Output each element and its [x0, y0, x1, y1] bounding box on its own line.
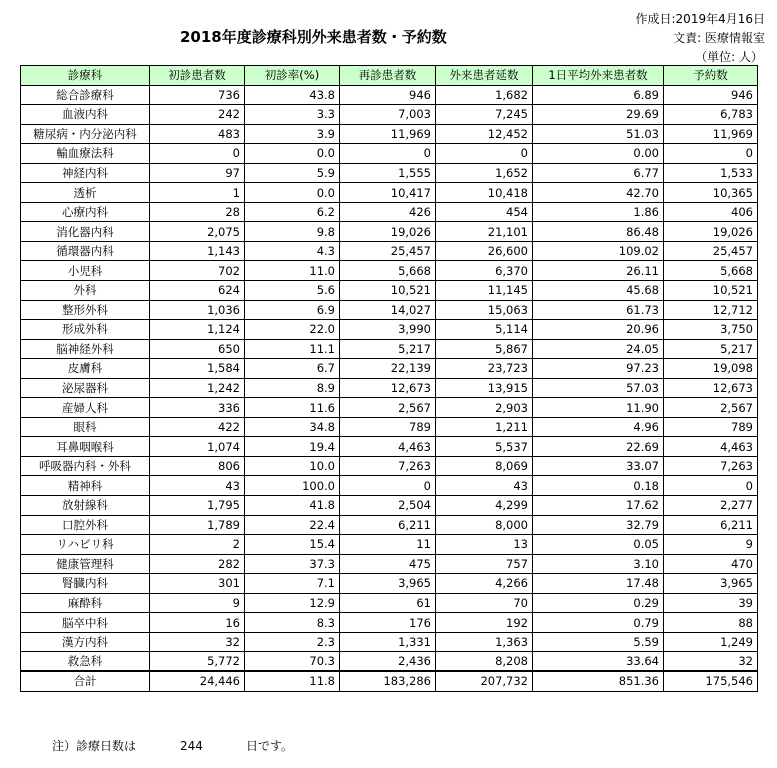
table-cell: 454	[436, 202, 533, 222]
table-cell: 0	[340, 144, 436, 164]
table-cell: 426	[340, 202, 436, 222]
table-row	[21, 398, 758, 418]
table-cell: 33.07	[533, 456, 664, 476]
table-row	[21, 437, 758, 457]
table-row	[21, 222, 758, 242]
department-name: 心療内科	[21, 202, 150, 222]
department-name: 血液内科	[21, 105, 150, 125]
table-cell: 5,217	[664, 339, 758, 359]
column-header: 外来患者延数	[436, 66, 533, 86]
table-cell: 5,867	[436, 339, 533, 359]
footnote-suffix: 日です。	[246, 739, 294, 753]
department-name: 形成外科	[21, 320, 150, 340]
department-name: 整形外科	[21, 300, 150, 320]
column-header: 初診率(%)	[245, 66, 340, 86]
table-cell: 11,969	[340, 124, 436, 144]
table-cell: 7.1	[245, 574, 340, 594]
table-cell: 3.9	[245, 124, 340, 144]
table-cell: 2,436	[340, 652, 436, 672]
table-cell: 22.69	[533, 437, 664, 457]
table-cell: 6,783	[664, 105, 758, 125]
table-cell: 1	[150, 183, 245, 203]
table-cell: 7,263	[340, 456, 436, 476]
department-name: 健康管理科	[21, 554, 150, 574]
table-cell: 12.9	[245, 593, 340, 613]
table-cell: 19,098	[664, 359, 758, 379]
table-cell: 10,521	[340, 281, 436, 301]
table-row	[21, 456, 758, 476]
table-cell: 4,299	[436, 496, 533, 516]
table-cell: 1,331	[340, 632, 436, 652]
column-header: 診療科	[21, 66, 150, 86]
department-name: 泌尿器科	[21, 378, 150, 398]
department-name: 消化器内科	[21, 222, 150, 242]
table-cell: 789	[664, 417, 758, 437]
table-cell: 43	[436, 476, 533, 496]
table-cell: 12,712	[664, 300, 758, 320]
column-header: 再診患者数	[340, 66, 436, 86]
table-row	[21, 476, 758, 496]
table-cell: 7,263	[664, 456, 758, 476]
table-row	[21, 574, 758, 594]
table-cell: 11,969	[664, 124, 758, 144]
table-cell: 11.90	[533, 398, 664, 418]
table-cell: 483	[150, 124, 245, 144]
department-name: 産婦人科	[21, 398, 150, 418]
table-cell: 1,652	[436, 163, 533, 183]
table-row	[21, 241, 758, 261]
table-cell: 45.68	[533, 281, 664, 301]
table-cell: 70.3	[245, 652, 340, 672]
department-name: 皮膚科	[21, 359, 150, 379]
table-row	[21, 320, 758, 340]
table-cell: 13	[436, 535, 533, 555]
table-cell: 11.1	[245, 339, 340, 359]
table-cell: 11.8	[245, 671, 340, 691]
table-cell: 17.62	[533, 496, 664, 516]
table-cell: 4,266	[436, 574, 533, 594]
department-name: 口腔外科	[21, 515, 150, 535]
table-cell: 5,114	[436, 320, 533, 340]
table-cell: 736	[150, 85, 245, 105]
table-row	[21, 105, 758, 125]
table-cell: 32	[150, 632, 245, 652]
table-cell: 41.8	[245, 496, 340, 516]
table-cell: 789	[340, 417, 436, 437]
table-cell: 1,036	[150, 300, 245, 320]
table-cell: 2,567	[340, 398, 436, 418]
table-cell: 0	[436, 144, 533, 164]
table-cell: 2,504	[340, 496, 436, 516]
table-cell: 2	[150, 535, 245, 555]
table-cell: 1,074	[150, 437, 245, 457]
table-cell: 5.59	[533, 632, 664, 652]
table-cell: 0.29	[533, 593, 664, 613]
table-row	[21, 85, 758, 105]
table-cell: 207,732	[436, 671, 533, 691]
table-cell: 1,211	[436, 417, 533, 437]
table-cell: 100.0	[245, 476, 340, 496]
table-row	[21, 300, 758, 320]
table-cell: 5,217	[340, 339, 436, 359]
department-name: 神経内科	[21, 163, 150, 183]
table-cell: 8,208	[436, 652, 533, 672]
table-cell: 15.4	[245, 535, 340, 555]
table-cell: 16	[150, 613, 245, 633]
table-row	[21, 417, 758, 437]
table-cell: 5,668	[340, 261, 436, 281]
table-cell: 9.8	[245, 222, 340, 242]
table-cell: 0	[150, 144, 245, 164]
table-cell: 6.9	[245, 300, 340, 320]
table-cell: 624	[150, 281, 245, 301]
table-cell: 26,600	[436, 241, 533, 261]
table-cell: 0.05	[533, 535, 664, 555]
department-name: 放射線科	[21, 496, 150, 516]
department-name: 脳神経外科	[21, 339, 150, 359]
table-cell: 406	[664, 202, 758, 222]
department-name: 輸血療法科	[21, 144, 150, 164]
table-cell: 3.10	[533, 554, 664, 574]
table-cell: 22.0	[245, 320, 340, 340]
table-cell: 0.79	[533, 613, 664, 633]
table-cell: 88	[664, 613, 758, 633]
unit-label: （単位: 人）	[695, 50, 763, 64]
footnote-label: 注）診療日数は	[52, 739, 137, 753]
table-cell: 1,795	[150, 496, 245, 516]
table-cell: 6,370	[436, 261, 533, 281]
total-row	[21, 671, 758, 691]
table-row	[21, 554, 758, 574]
table-cell: 6.89	[533, 85, 664, 105]
table-cell: 6.77	[533, 163, 664, 183]
table-row	[21, 515, 758, 535]
department-name: 精神科	[21, 476, 150, 496]
table-row	[21, 593, 758, 613]
table-cell: 3,750	[664, 320, 758, 340]
table-cell: 86.48	[533, 222, 664, 242]
table-cell: 24,446	[150, 671, 245, 691]
table-cell: 7,003	[340, 105, 436, 125]
table-row	[21, 124, 758, 144]
table-cell: 97.23	[533, 359, 664, 379]
table-cell: 2.3	[245, 632, 340, 652]
table-cell: 806	[150, 456, 245, 476]
table-cell: 17.48	[533, 574, 664, 594]
table-cell: 23,723	[436, 359, 533, 379]
table-cell: 9	[150, 593, 245, 613]
table-cell: 1,682	[436, 85, 533, 105]
table-cell: 8,069	[436, 456, 533, 476]
table-cell: 10,365	[664, 183, 758, 203]
department-name: 麻酔科	[21, 593, 150, 613]
table-cell: 34.8	[245, 417, 340, 437]
table-cell: 2,277	[664, 496, 758, 516]
table-cell: 29.69	[533, 105, 664, 125]
table-row	[21, 535, 758, 555]
table-cell: 3,965	[340, 574, 436, 594]
table-body	[21, 85, 758, 671]
table-cell: 25,457	[340, 241, 436, 261]
table-cell: 0.18	[533, 476, 664, 496]
table-cell: 11,145	[436, 281, 533, 301]
table-cell: 26.11	[533, 261, 664, 281]
department-name: 外科	[21, 281, 150, 301]
table-cell: 470	[664, 554, 758, 574]
department-name: 糖尿病・内分泌内科	[21, 124, 150, 144]
table-row	[21, 261, 758, 281]
table-cell: 5.9	[245, 163, 340, 183]
table-row	[21, 202, 758, 222]
table-cell: 175,546	[664, 671, 758, 691]
table-cell: 3,965	[664, 574, 758, 594]
department-name: 腎臓内科	[21, 574, 150, 594]
footnote-value: 244	[180, 739, 203, 753]
column-header: 予約数	[664, 66, 758, 86]
table-cell: 946	[340, 85, 436, 105]
table-cell: 24.05	[533, 339, 664, 359]
table-cell: 19,026	[340, 222, 436, 242]
department-name: 総合診療科	[21, 85, 150, 105]
table-cell: 1,124	[150, 320, 245, 340]
table-cell: 4.96	[533, 417, 664, 437]
table-row	[21, 144, 758, 164]
table-cell: 37.3	[245, 554, 340, 574]
table-row	[21, 359, 758, 379]
column-header: 初診患者数	[150, 66, 245, 86]
table-cell: 1,584	[150, 359, 245, 379]
table-cell: 10.0	[245, 456, 340, 476]
created-date: 作成日:2019年4月16日	[635, 12, 765, 26]
table-cell: 97	[150, 163, 245, 183]
table-cell: 8,000	[436, 515, 533, 535]
table-cell: 422	[150, 417, 245, 437]
table-cell: 61.73	[533, 300, 664, 320]
table-cell: 5,537	[436, 437, 533, 457]
table-cell: 19.4	[245, 437, 340, 457]
table-cell: 28	[150, 202, 245, 222]
table-cell: 11.0	[245, 261, 340, 281]
department-name: 救急科	[21, 652, 150, 672]
table-cell: 301	[150, 574, 245, 594]
page-title: 2018年度診療科別外来患者数・予約数	[180, 28, 447, 46]
table-cell: 6.2	[245, 202, 340, 222]
table-cell: 11.6	[245, 398, 340, 418]
column-header: 1日平均外来患者数	[533, 66, 664, 86]
table-cell: 1,249	[664, 632, 758, 652]
table-cell: 22.4	[245, 515, 340, 535]
table-cell: 43.8	[245, 85, 340, 105]
table-cell: 70	[436, 593, 533, 613]
table-cell: 12,452	[436, 124, 533, 144]
table-cell: 282	[150, 554, 245, 574]
table-cell: 15,063	[436, 300, 533, 320]
table-cell: 192	[436, 613, 533, 633]
table-cell: 5,772	[150, 652, 245, 672]
table-cell: 1.86	[533, 202, 664, 222]
department-name: 漢方内科	[21, 632, 150, 652]
table-cell: 650	[150, 339, 245, 359]
table-cell: 242	[150, 105, 245, 125]
table-row	[21, 281, 758, 301]
table-cell: 475	[340, 554, 436, 574]
table-cell: 11	[340, 535, 436, 555]
table-cell: 851.36	[533, 671, 664, 691]
table-cell: 0.0	[245, 183, 340, 203]
table-row	[21, 632, 758, 652]
responsible-department: 文責: 医療情報室	[673, 31, 765, 45]
table-row	[21, 496, 758, 516]
table-cell: 51.03	[533, 124, 664, 144]
table-cell: 183,286	[340, 671, 436, 691]
table-cell: 8.3	[245, 613, 340, 633]
table-cell: 6,211	[664, 515, 758, 535]
table-row	[21, 613, 758, 633]
department-name: 循環器内科	[21, 241, 150, 261]
table-cell: 3,990	[340, 320, 436, 340]
table-cell: 25,457	[664, 241, 758, 261]
table-row	[21, 163, 758, 183]
table-cell: 6.7	[245, 359, 340, 379]
department-name: 透析	[21, 183, 150, 203]
table-cell: 20.96	[533, 320, 664, 340]
table-cell: 4,463	[340, 437, 436, 457]
table-cell: 2,567	[664, 398, 758, 418]
total-label: 合計	[21, 671, 150, 691]
table-cell: 57.03	[533, 378, 664, 398]
table-cell: 336	[150, 398, 245, 418]
table-cell: 1,789	[150, 515, 245, 535]
table-cell: 12,673	[664, 378, 758, 398]
table-cell: 2,903	[436, 398, 533, 418]
department-name: 耳鼻咽喉科	[21, 437, 150, 457]
table-cell: 14,027	[340, 300, 436, 320]
department-name: 呼吸器内科・外科	[21, 456, 150, 476]
table-cell: 2,075	[150, 222, 245, 242]
table-cell: 5,668	[664, 261, 758, 281]
table-cell: 0	[664, 476, 758, 496]
table-cell: 32	[664, 652, 758, 672]
table-header-row	[21, 66, 758, 86]
table-cell: 39	[664, 593, 758, 613]
footnote	[52, 737, 293, 754]
outpatient-table	[20, 65, 758, 692]
table-cell: 1,533	[664, 163, 758, 183]
table-cell: 61	[340, 593, 436, 613]
table-cell: 757	[436, 554, 533, 574]
table-cell: 4,463	[664, 437, 758, 457]
table-cell: 4.3	[245, 241, 340, 261]
table-cell: 0.00	[533, 144, 664, 164]
table-cell: 9	[664, 535, 758, 555]
table-row	[21, 339, 758, 359]
table-cell: 0.0	[245, 144, 340, 164]
table-row	[21, 652, 758, 672]
table-row	[21, 378, 758, 398]
table-cell: 33.64	[533, 652, 664, 672]
table-cell: 176	[340, 613, 436, 633]
table-cell: 43	[150, 476, 245, 496]
table-cell: 1,363	[436, 632, 533, 652]
table-cell: 946	[664, 85, 758, 105]
table-cell: 22,139	[340, 359, 436, 379]
table-cell: 1,555	[340, 163, 436, 183]
table-cell: 10,417	[340, 183, 436, 203]
table-cell: 13,915	[436, 378, 533, 398]
table-cell: 32.79	[533, 515, 664, 535]
table-cell: 109.02	[533, 241, 664, 261]
table-cell: 42.70	[533, 183, 664, 203]
table-cell: 19,026	[664, 222, 758, 242]
department-name: 眼科	[21, 417, 150, 437]
table-cell: 12,673	[340, 378, 436, 398]
table-cell: 1,143	[150, 241, 245, 261]
table-cell: 0	[340, 476, 436, 496]
department-name: 小児科	[21, 261, 150, 281]
table-cell: 702	[150, 261, 245, 281]
department-name: リハビリ科	[21, 535, 150, 555]
table-cell: 7,245	[436, 105, 533, 125]
table-cell: 6,211	[340, 515, 436, 535]
table-row	[21, 183, 758, 203]
table-cell: 3.3	[245, 105, 340, 125]
table-cell: 1,242	[150, 378, 245, 398]
table-cell: 10,418	[436, 183, 533, 203]
table-cell: 5.6	[245, 281, 340, 301]
table-cell: 0	[664, 144, 758, 164]
table-cell: 10,521	[664, 281, 758, 301]
table-cell: 21,101	[436, 222, 533, 242]
table-cell: 8.9	[245, 378, 340, 398]
department-name: 脳卒中科	[21, 613, 150, 633]
